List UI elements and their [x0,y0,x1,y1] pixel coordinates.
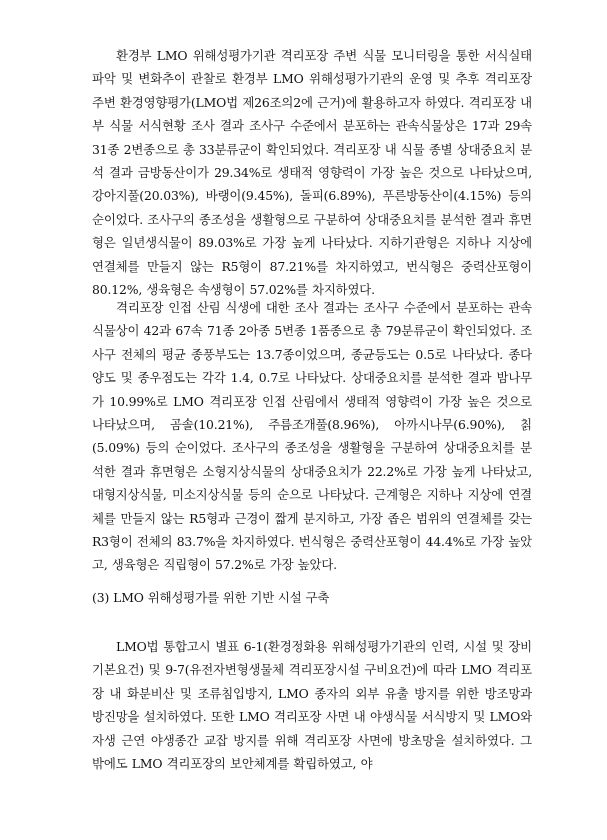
paragraph-facility-construction: LMO법 통합고시 별표 6-1(환경정화용 위해성평가기관의 인력, 시설 및 장비 기본요건) 및 9-7(유전자변형생물체 격리포장시설 구비요건)에 따라 LMO 격리포장 내 화분비산 및 조류침입방지, LMO 종자의 외부 유출 방지를 위한 방조망과 방진망을 설치하였다. 또한 LMO 격리포장 사면 내 야생식물 서식방지 및 LMO와 자생 근연 야생종간 교잡 방지를 위해 격리포장 사면에 방초망을 설치하였다. 그 밖에도 LMO 격리포장의 보안체계를 확립하였고, 야 [92,639,532,772]
paragraph-forest-survey: 격리포장 인접 산림 식생에 대한 조사 결과는 조사구 수준에서 분포하는 관속식물상이 42과 67속 71종 2아종 5변종 1품종으로 총 79분류군이 확인되었다. 조사구 전체의 평균 종풍부도는 13.7종이었으며, 종균등도는 0.5로 나타났다. 종다양도 및 종우점도는 각각 1.4, 0.7로 나타났다. 상대중요치를 분석한 결과 밤나무가 10.99%로 LMO 격리포장 인접 산림에서 생태적 영향력이 가장 높은 것으로 나타났으며, 곰솔(10.21%), 주름조개풀(8.96%), 아까시나무(6.90%), 칡(5.09%) 등의 순이었다. 조사구의 종조성을 생활형을 구분하여 상대중요치를 분석한 결과 휴면형은 소형지상식물의 상대중요치가 22.2%로 가장 높게 나타났고, 대형지상식물, 미소지상식물 등의 순으로 나타났다. 근계형은 지하나 지상에 연결체를 만들지 않는 R5형과 근경이 짧게 분지하고, 가장 좁은 범위의 연결체를 갖는 R3형이 전체의 83.7%을 차지하였다. 번식형은 중력산포형이 44.4%로 가장 높았고, 생육형은 직립형이 57.2%로 가장 높았다. [92,300,532,573]
paragraph-monitoring-results: 환경부 LMO 위해성평가기관 격리포장 주변 식물 모니터링을 통한 서식실태 파악 및 변화추이 관찰로 환경부 LMO 위해성평가기관의 운영 및 추후 격리포장 주변 환경영향평가(LMO법 제26조의2에 근거)에 활용하고자 하였다. 격리포장 내부 식물 서식현황 조사 결과 조사구 수준에서 분포하는 관속식물상은 17과 29속 31종 2변종으로 총 33분류군이 확인되었다. 격리포장 내 식물 종별 상대중요치 분석 결과 금방동산이가 29.34%로 생태적 영향력이 가장 높은 것으로 나타났으며, 강아지풀(20.03%), 바랭이(9.45%), 돌피(6.89%), 푸른방동산이(4.15%) 등의 순이었다. 조사구의 종조성을 생활형으로 구분하여 상대중요치를 분석한 결과 휴면형은 일년생식물이 89.03%로 가장 높게 나타났다. 지하기관형은 지하나 지상에 연결체를 만들지 않는 R5형이 87.21%를 차지하였고, 번식형은 중력산포형이 80.12%, 생육형은 속생형이 57.02%를 차지하였다. [92,48,532,298]
section-heading: (3) LMO 위해성평가를 위한 기반 시설 구축 [92,590,330,605]
